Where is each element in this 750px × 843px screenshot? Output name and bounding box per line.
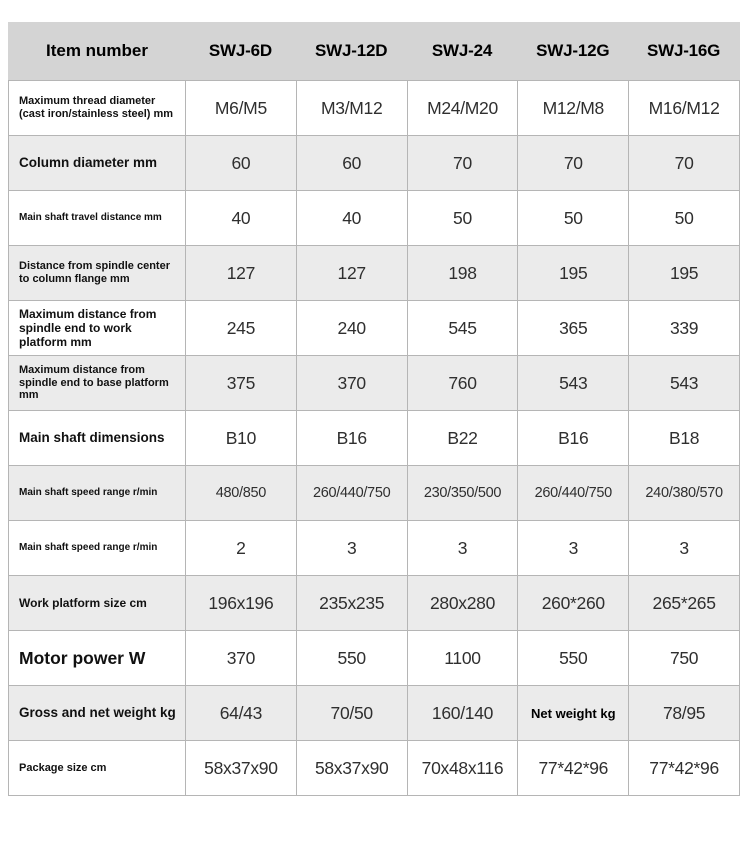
row-value: 70 xyxy=(628,136,739,190)
row-value: 78/95 xyxy=(628,686,739,740)
row-value: 260*260 xyxy=(517,576,628,630)
row-label: Distance from spindle center to column flange mm xyxy=(19,260,170,285)
header-model-5: SWJ-16G xyxy=(646,41,721,60)
row-value: 40 xyxy=(185,191,296,245)
table-body xyxy=(9,80,739,795)
row-value: 370 xyxy=(185,631,296,685)
row-value: 50 xyxy=(407,191,518,245)
row-value: 265*265 xyxy=(628,576,739,630)
row-value: 543 xyxy=(628,356,739,410)
header-model-4: SWJ-12G xyxy=(536,41,610,60)
row-value: M6/M5 xyxy=(185,81,296,135)
header-item-number: Item number xyxy=(45,41,149,60)
row-value: 230/350/500 xyxy=(407,466,518,520)
row-label: Column diameter mm xyxy=(19,155,158,171)
row-value: 1100 xyxy=(407,631,518,685)
row-label: Main shaft dimensions xyxy=(19,430,165,446)
row-value: 280x280 xyxy=(407,576,518,630)
row-value: 195 xyxy=(628,246,739,300)
table-row xyxy=(9,135,739,190)
row-value: 198 xyxy=(407,246,518,300)
row-value: Net weight kg xyxy=(517,686,628,740)
row-label: Maximum distance from spindle end to base platform mm xyxy=(19,363,169,402)
row-value: B10 xyxy=(185,411,296,465)
header-model-2: SWJ-12D xyxy=(315,41,388,60)
row-value: 240 xyxy=(296,301,407,355)
row-value: 127 xyxy=(296,246,407,300)
table-row xyxy=(9,80,739,135)
row-label: Work platform size cm xyxy=(19,595,147,610)
row-label: Maximum distance from spindle end to work platform mm xyxy=(19,306,157,350)
row-value: 260/440/750 xyxy=(517,466,628,520)
table-row xyxy=(9,355,739,410)
table-row xyxy=(9,520,739,575)
table-row xyxy=(9,300,739,355)
spec-table xyxy=(8,22,740,796)
row-value: B16 xyxy=(296,411,407,465)
row-value: 40 xyxy=(296,191,407,245)
row-value: 127 xyxy=(185,246,296,300)
row-value: M3/M12 xyxy=(296,81,407,135)
row-label: Gross and net weight kg xyxy=(19,705,176,721)
row-value: 196x196 xyxy=(185,576,296,630)
row-value: 160/140 xyxy=(407,686,518,740)
table-row xyxy=(9,575,739,630)
table-row xyxy=(9,245,739,300)
row-value: 3 xyxy=(517,521,628,575)
row-value: 370 xyxy=(296,356,407,410)
row-value: B16 xyxy=(517,411,628,465)
row-value: B22 xyxy=(407,411,518,465)
row-value: B18 xyxy=(628,411,739,465)
table-row xyxy=(9,685,739,740)
row-value: 70 xyxy=(407,136,518,190)
table-row xyxy=(9,465,739,520)
table-row xyxy=(9,630,739,685)
table-row xyxy=(9,190,739,245)
row-value: 550 xyxy=(296,631,407,685)
row-value: 750 xyxy=(628,631,739,685)
row-label: Main shaft speed range r/min xyxy=(19,542,158,554)
row-value: 70 xyxy=(517,136,628,190)
row-value: 70x48x116 xyxy=(407,741,518,795)
row-value: 77*42*96 xyxy=(517,741,628,795)
row-value: M12/M8 xyxy=(517,81,628,135)
row-value: 70/50 xyxy=(296,686,407,740)
row-label: Main shaft travel distance mm xyxy=(19,212,162,224)
row-value: 50 xyxy=(628,191,739,245)
table-row xyxy=(9,740,739,795)
row-value: 375 xyxy=(185,356,296,410)
row-value: 260/440/750 xyxy=(296,466,407,520)
row-label: Package size cm xyxy=(19,761,107,774)
row-value: 3 xyxy=(296,521,407,575)
table-header-row xyxy=(8,22,740,80)
row-value: 3 xyxy=(628,521,739,575)
row-label: Motor power W xyxy=(19,647,146,668)
row-value: 545 xyxy=(407,301,518,355)
row-value: 245 xyxy=(185,301,296,355)
row-value: M16/M12 xyxy=(628,81,739,135)
row-value: 543 xyxy=(517,356,628,410)
row-label: Maximum thread diameter (cast iron/stainless steel) mm xyxy=(19,95,174,120)
row-value: 50 xyxy=(517,191,628,245)
row-value: 2 xyxy=(185,521,296,575)
row-value: 365 xyxy=(517,301,628,355)
row-value: 58x37x90 xyxy=(185,741,296,795)
row-value: M24/M20 xyxy=(407,81,518,135)
header-model-3: SWJ-24 xyxy=(431,41,493,60)
row-value: 77*42*96 xyxy=(628,741,739,795)
row-label: Main shaft speed range r/min xyxy=(19,487,158,499)
row-value: 235x235 xyxy=(296,576,407,630)
row-value: 60 xyxy=(185,136,296,190)
row-value: 339 xyxy=(628,301,739,355)
row-value: 64/43 xyxy=(185,686,296,740)
header-model-1: SWJ-6D xyxy=(208,41,272,60)
row-value: 3 xyxy=(407,521,518,575)
row-value: 60 xyxy=(296,136,407,190)
row-value: 240/380/570 xyxy=(628,466,739,520)
row-value: 195 xyxy=(517,246,628,300)
row-value: 550 xyxy=(517,631,628,685)
table-row xyxy=(9,410,739,465)
row-value: 480/850 xyxy=(185,466,296,520)
row-value: 760 xyxy=(407,356,518,410)
row-value: 58x37x90 xyxy=(296,741,407,795)
